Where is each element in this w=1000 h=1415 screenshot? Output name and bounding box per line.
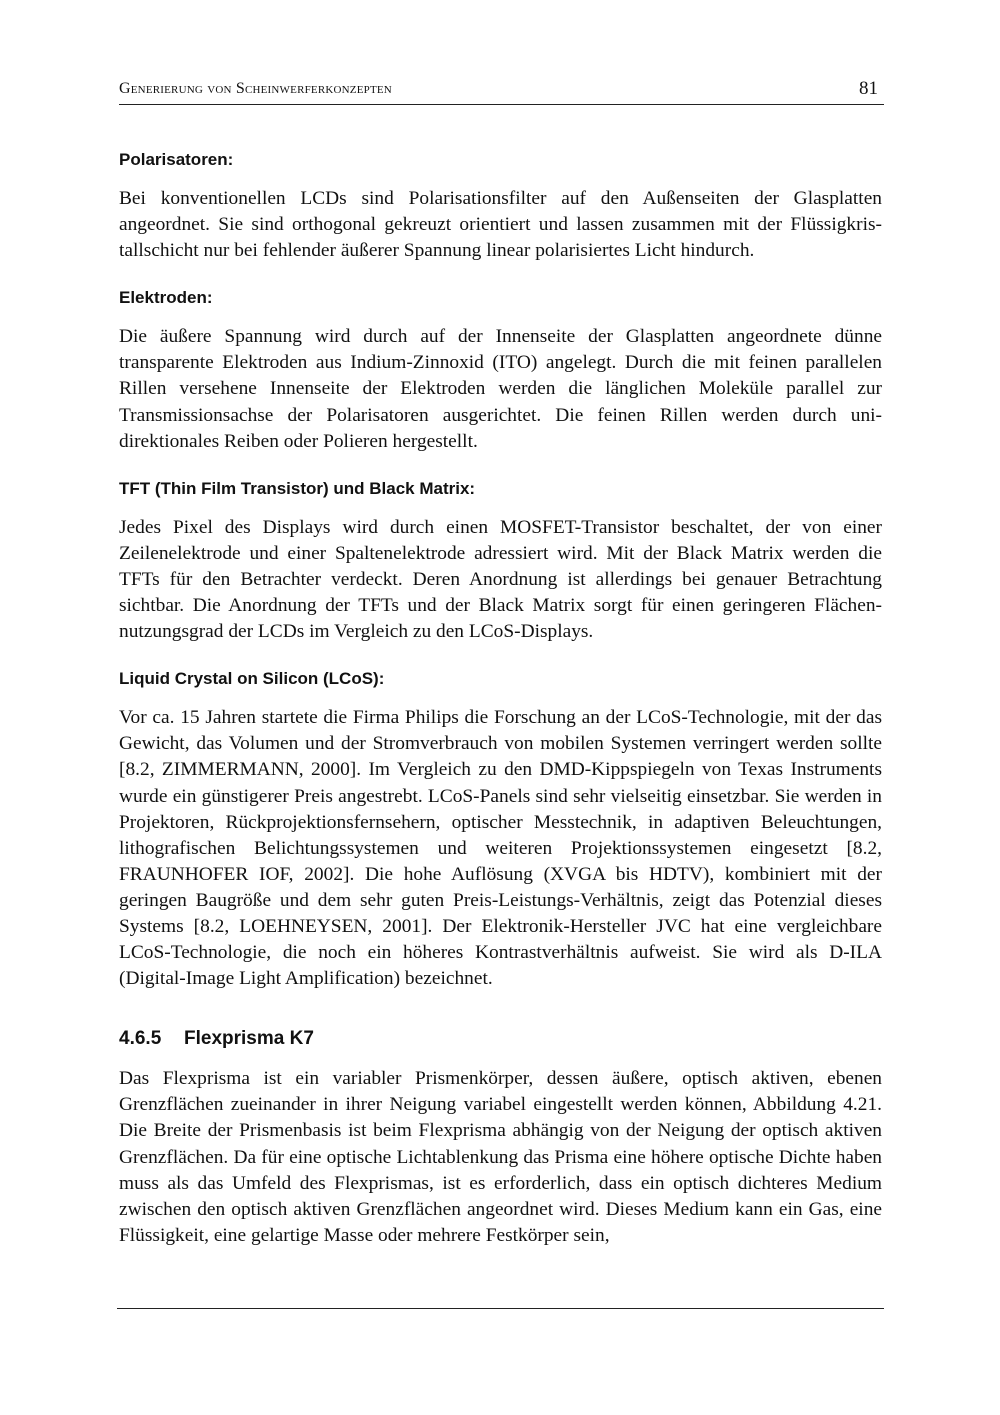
elektroden-heading: Elektroden:	[119, 288, 213, 308]
lcos-paragraph: Vor ca. 15 Jahren startete die Firma Philips die Forschung an der LCoS-Technologie, mit der das Gewicht, das Volumen und der Stromverbrauch von mobilen Systemen verringert werden sollte [8.2, ZIMMERMANN, 2000]. Im Vergleich zu den DMD-Kippspiegeln von Texas Instruments wurde ein günstigerer Preis angestrebt. LCoS-Panels sind sehr vielseitig einsetzbar. Sie werden in Projektoren, Rückprojektionsfernsehern, optischer Messtechnik, in adaptiven Beleuchtungen, lithografischen Belichtungssystemen und weiteren Projektionssystemen eingesetzt [8.2, FRAUNHOFER IOF, 2002]. Die hohe Auflösung (XVGA bis HDTV), kombiniert mit der geringen Baugröße und dem sehr guten Preis-Leistungs-Verhältnis, zeigt das Potenzial dieses Systems [8.2, LOEHNEYSEN, 2001]. Der Elektronik-Hersteller JVC hat eine vergleichbare LCoS-Technologie, die noch ein höheres Kontrastverhältnis aufweist. Sie wird als D-ILA (Digital-Image Light Amplification) bezeichnet.	[119, 707, 882, 990]
polarisatoren-paragraph: Bei konventionellen LCDs sind Polarisationsfilter auf den Außenseiten der Glasplatten angeordnet. Sie sind orthogonal gekreuzt orientiert und lassen zusammen mit der Flüssigkristallschicht nur bei fehlender äußerer Spannung linear polarisiertes Licht hindurch.	[119, 188, 882, 262]
elektroden-paragraph: Die äußere Spannung wird durch auf der Innenseite der Glasplatten angeordnete dünne transparente Elektroden aus Indium-Zinnoxid (ITO) angelegt. Durch die mit feinen parallelen Rillen versehene Innenseite der Elektroden werden die länglichen Moleküle parallel zur Transmissionsachse der Polarisatoren ausgerichtet. Die feinen Rillen werden durch unidirektionales Reiben oder Polieren hergestellt.	[119, 326, 882, 452]
section-title: Flexprisma K7	[184, 1028, 314, 1050]
section-heading	[119, 1026, 882, 1052]
footer-rule	[117, 1308, 884, 1309]
tft-paragraph: Jedes Pixel des Displays wird durch einen MOSFET-Transistor beschaltet, der von einer Zeilenelektrode und einer Spaltenelektrode adressiert wird. Mit der Black Matrix werden die TFTs für den Betrachter verdeckt. Deren Anordnung ist allerdings bei genauer Betrachtung sichtbar. Die Anordnung der TFTs und der Black Matrix sorgt für einen geringeren Flächennutzungsgrad der LCDs im Vergleich zu den LCoS-Displays.	[119, 516, 882, 643]
polarisatoren-heading: Polarisatoren:	[119, 150, 234, 169]
running-title: Generierung von Scheinwerferkonzepten	[119, 80, 392, 97]
page-number: 81	[859, 78, 878, 99]
page-body	[119, 148, 882, 1271]
tft-heading: TFT (Thin Film Transistor) und Black Matrix:	[119, 478, 476, 498]
lcos-heading: Liquid Crystal on Silicon (LCoS):	[119, 669, 385, 689]
page-header	[119, 78, 884, 105]
section-number: 4.6.5	[119, 1028, 162, 1050]
flexprisma-paragraph: Das Flexprisma ist ein variabler Prismenkörper, dessen äußere, optisch aktiven, ebenen Grenzflächen zueinander in ihrer Neigung variabel eingestellt werden können, Abbildung 4.21. Die Breite der Prismenbasis ist beim Flexprisma abhängig von der Neigung der optisch aktiven Grenzflächen. Da für eine optische Lichtablenkung das Prisma eine höhere optische Dichte haben muss als das Umfeld des Flexprismas, ist es erforderlich, dass ein optisch dichteres Medium zwischen den optisch aktiven Grenzflächen angeordnet wird. Dieses Medium kann ein Gas, eine Flüssigkeit, eine gelartige Masse oder mehrere Festkörper sein,	[119, 1068, 882, 1246]
